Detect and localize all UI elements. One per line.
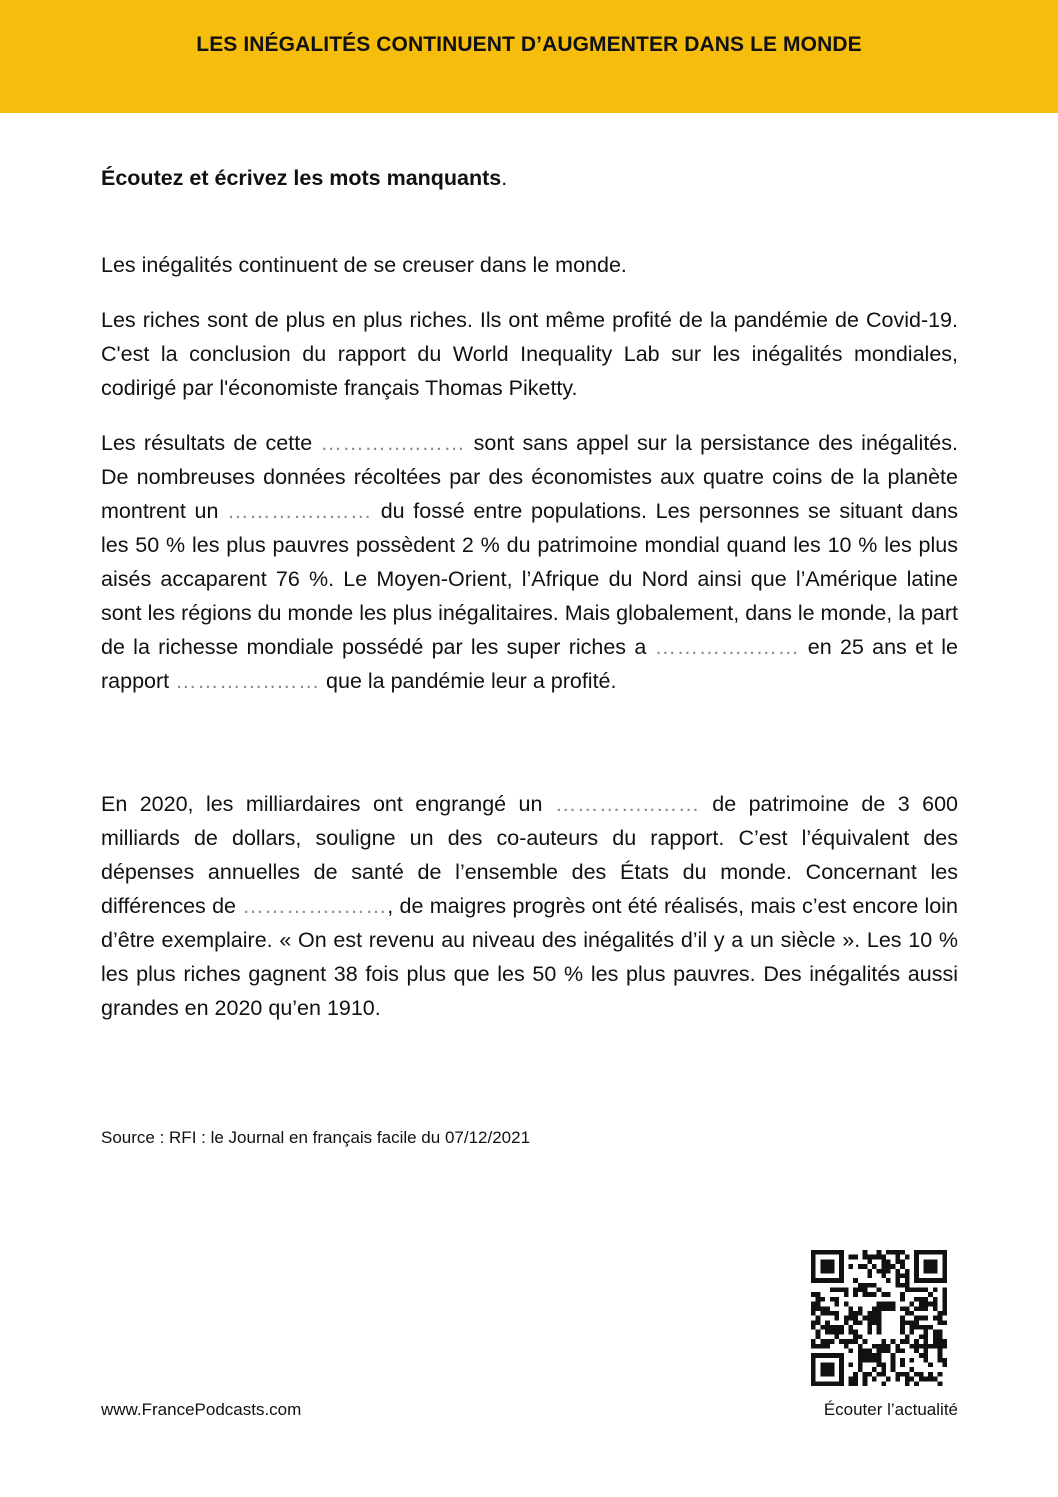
page-title: LES INÉGALITÉS CONTINUENT D’AUGMENTER DANS LE MONDE [196,33,862,56]
instruction [101,166,958,191]
blank-4[interactable]: …………..…… [175,669,321,693]
header-banner [0,0,1058,113]
blank-5[interactable]: …………..…… [554,792,700,816]
paragraph-2: Les riches sont de plus en plus riches. Ils ont même profité de la pandémie de Covid-19. C'est la conclusion du rapport du World Inequality Lab sur les inégalités mondiales, codirigé par l'économiste français Thomas Piketty. [101,308,958,400]
text-segment: que la pandémie leur a profité. [320,669,617,693]
website-link[interactable]: www.FrancePodcasts.com [101,1400,302,1419]
qr-code-icon[interactable] [811,1250,947,1386]
paragraph-3 [101,426,958,698]
paragraph-1: Les inégalités continuent de se creuser dans le monde. [101,253,627,277]
text-segment: en 25 ans et le rapport [101,635,959,693]
blank-2[interactable]: …………..…… [227,499,373,523]
text-segment: , de maigres progrès ont été réalisés, mais c’est encore loin d’être exemplaire. « On est revenu au niveau des inégalités d’il y a un siècle ». Les 10 % les plus riches gagnent 38 fois plus que les 50 % les plus pauvres. Des inégalités aussi grandes en 2020 qu’en 1910. [101,894,958,1020]
blank-3[interactable]: …………..…… [654,635,800,659]
blank-6[interactable]: …………..…… [242,894,388,918]
text-segment: de patrimoine de 3 600 milliards de dollars, souligne un des co-auteurs du rapport. C’est l’équivalent des dépenses annuelles de santé de l’ensemble des États du monde. Concernant les différences de [101,792,958,918]
text-segment: sont sans appel sur la persistance des inégalités. De nombreuses données récoltées par des économistes aux quatre coins de la planète montrent un [101,431,958,523]
text-segment: du fossé entre populations. Les personnes se situant dans les 50 % les plus pauvres possèdent 2 % du patrimoine mondial quand les 10 % les plus aisés accaparent 76 %. Le Moyen-Orient, l’Afrique du Nord ainsi que l’Amérique latine sont les régions du monde les plus inégalitaires. Mais globalement, dans le monde, la part de la richesse mondiale possédé par les super riches a [101,499,958,659]
listen-label: Écouter l’actualité [823,1400,958,1419]
blank-1[interactable]: …………..…… [320,431,466,455]
instruction-period: . [501,166,508,190]
text-segment: En 2020, les milliardaires ont engrangé un [101,792,555,816]
source-credit: Source : RFI : le Journal en français facile du 07/12/2021 [101,1128,531,1147]
instruction-text: Écoutez et écrivez les mots manquants [101,166,502,190]
text-segment: Les résultats de cette [101,431,321,455]
paragraph-4 [101,787,958,1025]
